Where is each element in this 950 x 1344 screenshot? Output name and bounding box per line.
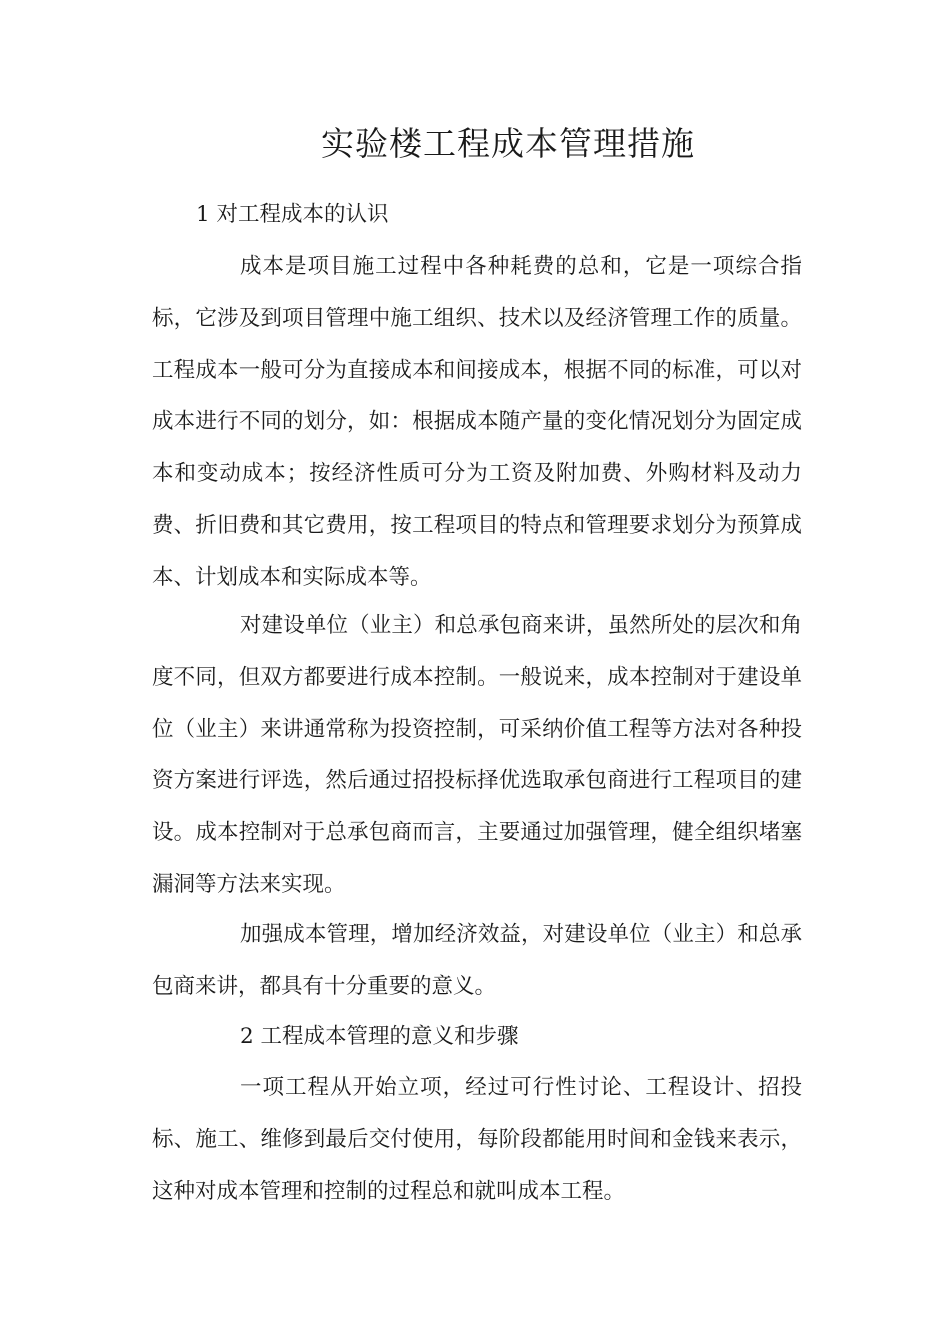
document-title: 实验楼工程成本管理措施: [321, 124, 695, 163]
paragraph-2: 对建设单位（业主）和总承包商来讲，虽然所处的层次和角度不同，但双方都要进行成本控制。一般说来，成本控制对于建设单位（业主）来讲通常称为投资控制，可采纳价值工程等方法对各种投资方案进行评选，然后通过招投标择优选取承包商进行工程项目的建设。成本控制对于总承包商而言，主要通过加强管理，健全组织堵塞漏洞等方法来实现。: [152, 613, 802, 897]
section-heading-1: 1 对工程成本的认识: [196, 202, 389, 227]
section-heading-2: 2 工程成本管理的意义和步骤: [240, 1024, 519, 1049]
paragraph-1: 成本是项目施工过程中各种耗费的总和，它是一项综合指标，它涉及到项目管理中施工组织、技术以及经济管理工作的质量。工程成本一般可分为直接成本和间接成本，根据不同的标准，可以对成本进行不同的划分，如：根据成本随产量的变化情况划分为固定成本和变动成本；按经济性质可分为工资及附加费、外购材料及动力费、折旧费和其它费用，按工程项目的特点和管理要求划分为预算成本、计划成本和实际成本等。: [152, 254, 802, 590]
paragraph-4: 一项工程从开始立项，经过可行性讨论、工程设计、招投标、施工、维修到最后交付使用，每阶段都能用时间和金钱来表示，这种对成本管理和控制的过程总和就叫成本工程。: [152, 1075, 802, 1204]
paragraph-3: 加强成本管理，增加经济效益，对建设单位（业主）和总承包商来讲，都具有十分重要的意义。: [152, 922, 802, 999]
